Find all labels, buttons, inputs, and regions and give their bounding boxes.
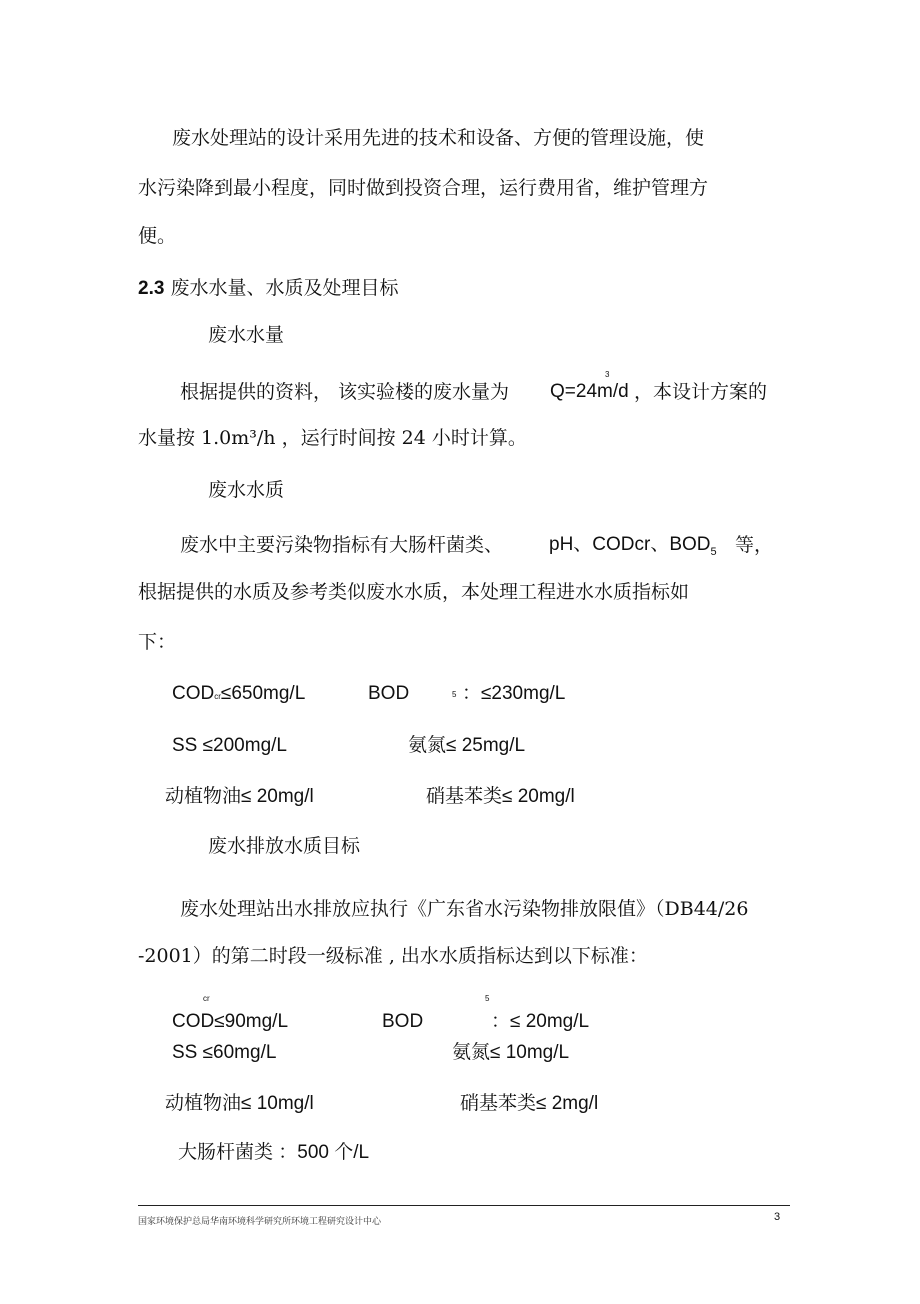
influent-ammonia: 氨氮≤ 25mg/L [408, 735, 526, 756]
quantity-line-1a: 根据提供的资料， 该实验楼的废水量为 [180, 381, 510, 403]
effluent-ss: SS ≤60mg/L [172, 1042, 277, 1063]
quality-line-2: 根据提供的水质及参考类似废水水质，本处理工程进水水质指标如 [138, 581, 690, 603]
effluent-ammonia: 氨氮≤ 10mg/L [452, 1042, 570, 1063]
effluent-nitro: 硝基苯类≤ 2mg/l [460, 1093, 599, 1114]
quality-indicators: pH、CODcr、BOD [549, 534, 711, 555]
intro-line-3: 便。 [138, 225, 177, 247]
intro-line-2: 水污染降到最小程度，同时做到投资合理，运行费用省，维护管理方 [138, 177, 709, 199]
footer-organization: 国家环境保护总局华南环境科学研究所环境工程研究设计中心 [138, 1217, 382, 1227]
effluent-cod-superscript: cr [203, 994, 210, 1003]
quality-line-3: 下： [138, 631, 177, 653]
quality-line-1b [549, 533, 717, 564]
target-line-2: -2001）的第二时段一级标准 , 出水水质指标达到以下标准： [138, 945, 648, 967]
influent-ss: SS ≤200mg/L [172, 735, 287, 756]
quantity-line-1b: ，本设计方案的 [634, 381, 768, 403]
influent-oil: 动植物油≤ 20mg/l [165, 786, 314, 807]
quality-bod-subscript: 5 [710, 545, 717, 558]
quantity-superscript: 3 [605, 370, 610, 379]
quality-heading: 废水水质 [208, 479, 285, 501]
influent-bod-value: ：≤230mg/L [462, 683, 566, 704]
influent-cod: CODcr≤650mg/L [172, 683, 306, 704]
effluent-cod: COD≤90mg/L [172, 1011, 289, 1032]
target-line-1: 废水处理站出水排放应执行《广东省水污染物排放限值》（DB44/26 [180, 898, 749, 920]
effluent-bod-superscript: 5 [485, 994, 490, 1003]
influent-bod-label: BOD [368, 683, 410, 704]
page-number: 3 [774, 1211, 781, 1223]
influent-cod-subscript: cr [214, 692, 221, 701]
section-number: 2.3 [138, 278, 165, 299]
section-title: 废水水量、水质及处理目标 [170, 277, 399, 299]
quantity-line-2: 水量按 1.0m³/h ，运行时间按 24 小时计算。 [138, 427, 527, 449]
quantity-flow: Q=24m/d [550, 381, 629, 402]
quantity-heading: 废水水量 [208, 324, 285, 346]
section-heading [138, 276, 398, 301]
effluent-coliform: 大肠杆菌类 ：500 个/L [178, 1142, 370, 1163]
target-heading: 废水排放水质目标 [208, 835, 361, 857]
effluent-bod-value: ：≤ 20mg/L [491, 1011, 590, 1032]
effluent-bod-label: BOD [382, 1011, 424, 1032]
quality-line-1a: 废水中主要污染物指标有大肠杆菌类、 [180, 534, 504, 556]
effluent-oil: 动植物油≤ 10mg/l [165, 1093, 314, 1114]
footer-divider [138, 1205, 790, 1206]
influent-nitro: 硝基苯类≤ 20mg/l [426, 786, 575, 807]
influent-bod-subscript: 5 [452, 690, 457, 699]
intro-line-1: 废水处理站的设计采用先进的技术和设备、方便的管理设施，使 [172, 127, 705, 149]
quality-line-1c: 等， [735, 534, 774, 556]
